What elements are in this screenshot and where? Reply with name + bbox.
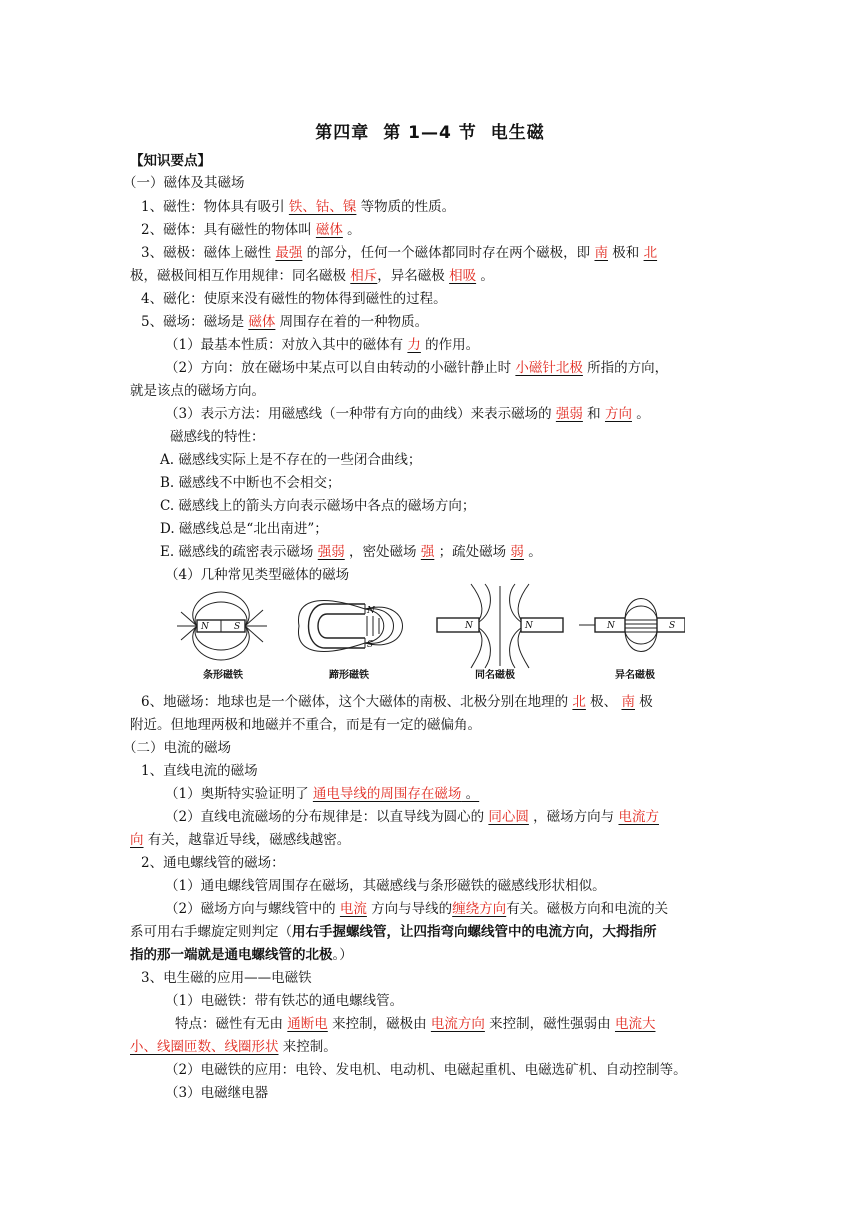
item-solenoid-2-cont: 系可用右手螺旋定则判定（用右手握螺线管，让四指弯向螺线管中的电流方向，大拇指所 [130,924,657,940]
field-figures-svg [175,582,685,682]
answer-blank: 电流方 [618,809,659,825]
answer-blank: 通断电 [287,1016,328,1032]
item-electromagnet: 3、电生磁的应用——电磁铁 [141,970,312,986]
answer-blank: 北 [572,694,586,710]
item-oersted: （1）奥斯特实验证明了 通电导线的周围存在磁场 。 [165,786,480,802]
item-relay: （3）电磁继电器 [165,1085,269,1101]
like-n-label-2: N [525,621,533,631]
answer-blank: 电流大 [614,1016,656,1032]
horseshoe-magnet-figure [299,601,403,652]
magnetic-field-figures [175,582,685,682]
trait-a: A. 磁感线实际上是不存在的一些闭合曲线； [160,452,422,468]
trait-d: D. 磁感线总是“北出南进”； [160,521,328,537]
item-electromagnet-features: 特点：磁性有无由 通断电 来控制，磁极由 电流方向 来控制，磁性强弱由 电流大 [175,1016,656,1032]
section1-title: （一）磁体及其磁场 [123,175,245,191]
item-field-property: （1）最基本性质：对放入其中的磁体有 力 的作用。 [165,337,480,353]
item-electromagnet-features-cont: 小、线圈匝数、线圈形状 来控制。 [130,1039,337,1055]
answer-blank: 小、线圈匝数、线圈形状 [130,1039,279,1055]
item-field: 5、磁场：磁场是 磁体 周围存在着的一种物质。 [141,314,429,330]
answer-blank: 南 [621,694,635,710]
answer-blank: 电流 [339,901,367,917]
answer-blank: 相斥 [350,268,378,284]
item-solenoid: 2、通电螺线管的磁场： [141,855,285,871]
knowledge-heading: 【知识要点】 [130,153,211,169]
section2-title: （二）电流的磁场 [123,740,231,756]
item-straight-current: 1、直线电流的磁场 [141,763,258,779]
bar-s-label: S [234,622,241,632]
item-field-direction: （2）方向：放在磁场中某点可以自由转动的小磁针静止时 小磁针北极 所指的方向， [165,360,669,376]
item-magnet: 2、磁体：具有磁性的物体叫 磁体 。 [141,222,361,238]
answer-blank: 方向 [604,406,632,422]
answer-blank: 磁体 [315,222,343,238]
unlike-n-label: N [607,621,615,631]
answer-blank: 强弱 [317,544,345,560]
answer-blank: 通电导线的周围存在磁场 [312,786,462,802]
bar-n-label: N [201,622,209,632]
item-field-direction-cont: 就是该点的磁场方向。 [130,383,265,399]
answer-blank: 弱 [510,544,524,560]
answer-blank: 强 [420,544,435,560]
item-straight-distribution: （2）直线电流磁场的分布规律是：以直导线为圆心的 同心圆 ，磁场方向与 电流方 [165,809,659,825]
caption-unlike-poles: 异名磁极 [615,670,655,681]
unlike-s-label: S [669,621,676,631]
page-title [0,118,860,143]
item-solenoid-2-end: 指的那一端就是通电螺线管的北极。） [130,947,353,963]
horseshoe-n-label: N [367,606,375,616]
item-poles-cont: 极，磁极间相互作用规律：同名磁极 相斥，异名磁极 相吸 。 [130,268,494,284]
answer-blank: 同心圆 [488,809,529,825]
item-magnet-types: （4）几种常见类型磁体的磁场 [165,567,350,583]
caption-bar-magnet: 条形磁铁 [203,670,243,681]
item-magnetism: 1、磁性：物体具有吸引 铁、钴、镍 等物质的性质。 [141,199,456,215]
trait-c: C. 磁感线上的箭头方向表示磁场中各点的磁场方向； [160,498,476,514]
answer-blank: 向 [130,832,144,848]
caption-horseshoe-magnet: 蹄形磁铁 [329,670,369,681]
item-field-representation: （3）表示方法：用磁感线（一种带有方向的曲线）来表示磁场的 强弱 和 方向 。 [165,406,650,422]
answer-blank: 磁体 [248,314,276,330]
answer-blank: 南 [594,245,608,261]
item-straight-distribution-cont: 向 有关，越靠近导线，磁感线越密。 [130,832,351,848]
item-solenoid-1: （1）通电螺线管周围存在磁场，其磁感线与条形磁铁的磁感线形状相似。 [165,878,606,894]
answer-blank: 最强 [275,245,303,261]
item-poles: 3、磁极：磁体上磁性 最强 的部分，任何一个磁体都同时存在两个磁极，即 南 极和 北 [141,245,658,261]
answer-blank: 北 [643,245,658,261]
right-hand-rule: 用右手握螺线管，让四指弯向螺线管中的电流方向，大拇指所 [292,924,657,940]
item-solenoid-2: （2）磁场方向与螺线管中的 电流 方向与导线的缠绕方向有关。磁极方向和电流的关 [165,901,669,917]
traits-title: 磁感线的特性： [170,429,265,445]
item-earth-field: 6、地磁场：地球也是一个磁体，这个大磁体的南极、北极分别在地理的 北 极、 南 极 [141,694,653,710]
item-magnetization: 4、磁化：使原来没有磁性的物体得到磁性的过程。 [141,291,447,307]
item-earth-field-cont: 附近。但地理两极和地磁并不重合，而是有一定的磁偏角。 [130,717,481,733]
title-chapter: 第四章 [315,123,370,143]
item-electromagnet-uses: （2）电磁铁的应用：电铃、发电机、电动机、电磁起重机、电磁选矿机、自动控制等。 [165,1062,687,1078]
trait-b: B. 磁感线不中断也不会相交； [160,475,341,491]
answer-blank: 铁、钴、镍 [288,199,357,215]
answer-blank: 强弱 [555,406,583,422]
answer-blank: 电流方向 [430,1016,485,1032]
like-poles-figure [437,584,563,668]
caption-like-poles: 同名磁极 [475,670,515,681]
bar-magnet-figure [177,592,267,660]
item-electromagnet-def: （1）电磁铁：带有铁芯的通电螺线管。 [165,993,404,1009]
answer-blank: 缠绕方向 [452,901,507,917]
like-n-label-1: N [465,621,473,631]
answer-blank: 力 [407,337,421,353]
title-topic: 电生磁 [490,123,545,143]
horseshoe-s-label: S [367,640,374,650]
title-section: 第 1—4 节 [383,123,477,143]
trait-e: E. 磁感线的疏密表示磁场 强弱 ，密处磁场 强 ；疏处磁场 弱 。 [160,544,542,560]
answer-blank: 小磁针北极 [515,360,583,376]
answer-blank: 相吸 [449,268,477,284]
